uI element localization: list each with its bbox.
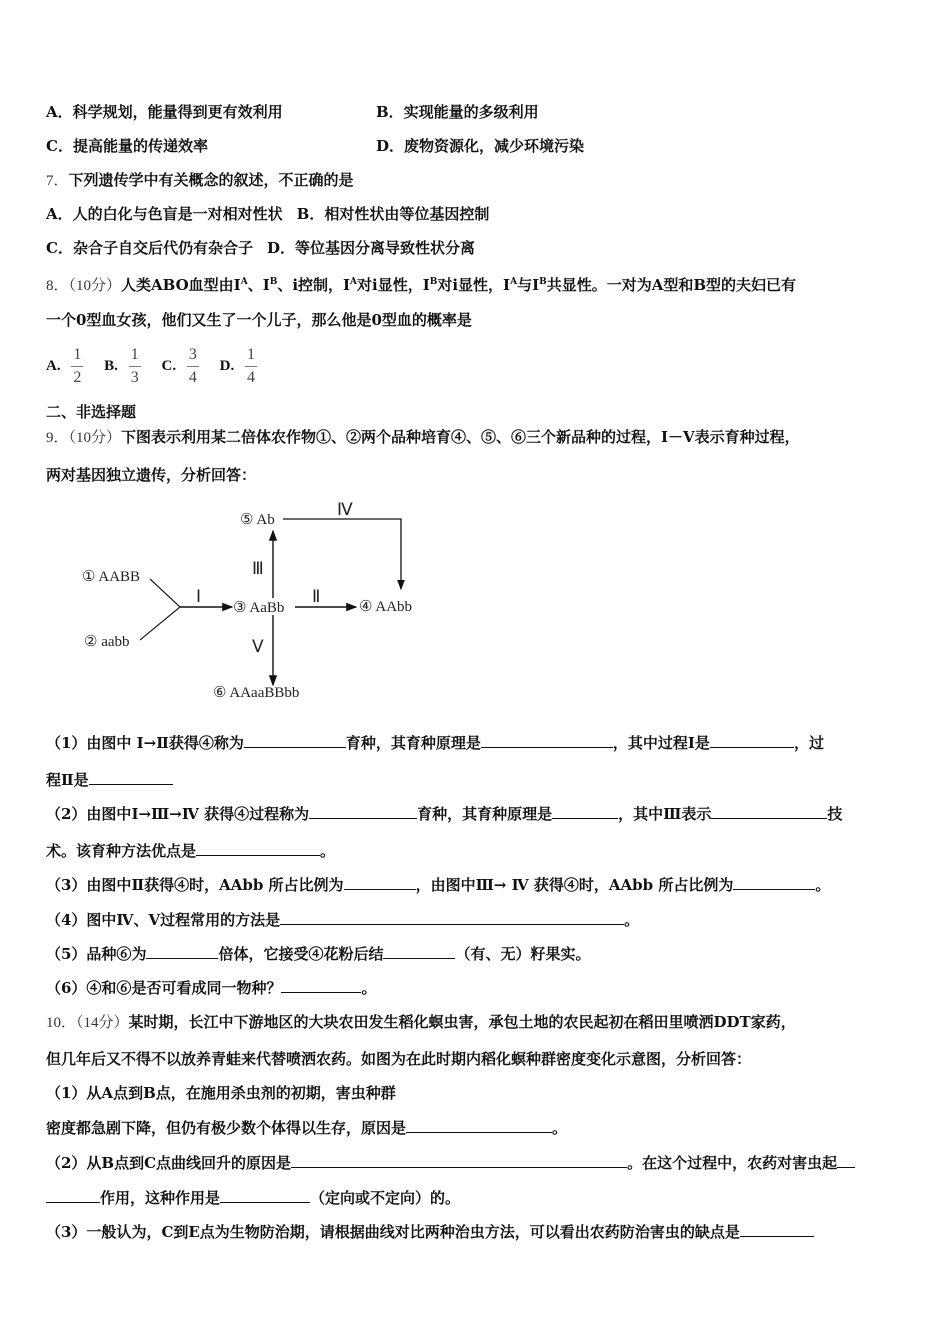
q8-option-a-label: A. (46, 358, 61, 374)
answer-blank[interactable] (383, 943, 455, 959)
q9-stem-line1 (46, 427, 800, 448)
q7-stem (46, 170, 354, 191)
q6-option-c: C．提高能量的传递效率 (46, 137, 208, 155)
answer-blank[interactable] (196, 840, 320, 856)
q10-sub1-line2: 密度都急剧下降，但仍有极少数个体得以生存，原因是 。 (46, 1119, 568, 1137)
answer-blank[interactable] (291, 1152, 627, 1168)
q9-sub6: （6）④和⑥是否可看成同一物种？ 。 (46, 979, 377, 997)
q9-sub2-line1: （2）由图中Ⅰ→Ⅲ→Ⅳ 获得④过程称为 育种，其育种原理是 ，其中Ⅲ表示 技 (46, 805, 843, 823)
answer-blank[interactable] (406, 1117, 552, 1133)
q8-option-b-fraction: $\frac{1}{3}$ (130, 345, 139, 386)
q10-number: 10．（14分） (46, 1015, 129, 1031)
q8-option-b-label: B. (104, 358, 118, 374)
q8-stem-line2: 一个0型血女孩，他们又生了一个儿子，那么他是0型血的概率是 (46, 311, 472, 329)
answer-blank[interactable] (344, 874, 416, 890)
answer-blank[interactable] (710, 732, 794, 748)
q7-option-b: B．相对性状由等位基因控制 (296, 205, 490, 223)
q9-stem-line2: 两对基因独立遗传，分析回答： (46, 466, 257, 484)
q10-stem-line1 (46, 1012, 796, 1033)
q8-stem-text: 人类ABO血型由$I^A$、$I^B$、i控制，$I^A$对i显性，$I^B$对i显性，$I^A$与$I^B$共显性。一对为A型和B型的夫妇已有 (121, 276, 797, 294)
answer-blank[interactable] (244, 732, 346, 748)
q8-option-c-fraction: $\frac{3}{4}$ (188, 345, 197, 386)
q8-option-d-fraction: $\frac{1}{4}$ (247, 345, 256, 386)
breeding-diagram (70, 495, 450, 715)
q8-option-c-label: C. (161, 358, 177, 374)
q10-stem-line2: 但几年后又不得不以放养青蛙来代替喷洒农药。如图为在此时期内稻化螟种群密度变化示意图，分析回答： (46, 1050, 752, 1068)
q7-options-cd (46, 238, 475, 258)
node-5-ab: ⑤ Ab (240, 512, 275, 528)
q7-option-d: D．等位基因分离导致性状分离 (266, 239, 475, 257)
answer-blank[interactable] (837, 1152, 855, 1168)
answer-blank[interactable] (46, 1187, 100, 1203)
answer-blank[interactable] (220, 1187, 310, 1203)
answer-blank[interactable] (711, 803, 827, 819)
process-4-label: Ⅳ (337, 500, 353, 519)
answer-blank[interactable] (281, 977, 361, 993)
q10-sub3: （3）一般认为，C到E点为生物防治期，请根据曲线对比两种治虫方法，可以看出农药防治害虫的缺点是 (46, 1221, 814, 1242)
q7-number: 7． (46, 173, 69, 189)
answer-blank[interactable] (309, 803, 417, 819)
node-6-tetraploid: ⑥ AAaaBBbb (213, 685, 300, 701)
q10-sub2-line1: （2）从B点到C点曲线回升的原因是 。在这个过程中，农药对害虫起 (46, 1152, 855, 1173)
q10-sub1-line1: （1）从A点到B点，在施用杀虫剂的初期，害虫种群 (46, 1084, 396, 1102)
q10-stem-text: 某时期，长江中下游地区的大块农田发生稻化螟虫害，承包土地的农民起初在稻田里喷洒DDT家药， (128, 1013, 796, 1031)
answer-blank[interactable] (280, 909, 624, 925)
node-3-aabb-hybrid: ③ AaBb (233, 600, 285, 616)
q6-option-b: B．实现能量的多级利用 (376, 103, 539, 121)
answer-blank[interactable] (552, 803, 618, 819)
q8-stem-line1 (46, 272, 796, 296)
process-3-label: Ⅲ (252, 559, 264, 578)
process-1-label: Ⅰ (196, 587, 202, 606)
answer-blank[interactable] (733, 874, 815, 890)
q7-option-c: C．杂合子自交后代仍有杂合子 (46, 239, 253, 257)
node-2-aabb-recessive: ② aabb (84, 634, 130, 650)
answer-blank[interactable] (146, 943, 218, 959)
q6-option-a: A．科学规划，能量得到更有效利用 (46, 103, 283, 121)
answer-blank[interactable] (89, 769, 173, 785)
node-4-aabb-target: ④ AAbb (359, 599, 413, 615)
q8-option-a-fraction: $\frac{1}{2}$ (73, 345, 82, 386)
section-title: 二、非选择题 (46, 403, 137, 421)
q9-sub4: （4）图中Ⅳ、Ⅴ过程常用的方法是 。 (46, 911, 640, 929)
q9-sub1-line1: （1）由图中 Ⅰ→Ⅱ获得④称为 育种，其育种原理是 ，其中过程Ⅰ是 ，过 (46, 734, 824, 752)
answer-blank[interactable] (481, 732, 613, 748)
q7-stem-text: 下列遗传学中有关概念的叙述，不正确的是 (68, 171, 354, 189)
q9-sub5: （5）品种⑥为 倍体，它接受④花粉后结 （有、无）籽果实。 (46, 945, 591, 963)
q10-sub2-line2: 作用，这种作用是 （定向或不定向）的。 (46, 1187, 460, 1208)
q6-option-d: D．废物资源化，减少环境污染 (376, 137, 585, 155)
q7-options-ab (46, 204, 489, 224)
q8-option-d-label: D. (219, 358, 235, 374)
process-2-label: Ⅱ (312, 587, 321, 606)
q9-stem-text: 下图表示利用某二倍体农作物①、②两个品种培育④、⑤、⑥三个新品种的过程，Ⅰ－Ⅴ表示育种过程， (121, 428, 800, 446)
q9-sub1-line2: 程Ⅱ是 (46, 769, 173, 790)
q7-option-a: A．人的白化与色盲是一对相对性状 (46, 205, 283, 223)
process-5-label: Ⅴ (252, 637, 264, 656)
q9-number: 9．（10分） (46, 430, 122, 446)
q8-options (46, 343, 263, 387)
q8-number: 8．（10分） (46, 278, 122, 294)
answer-blank[interactable] (740, 1221, 814, 1237)
node-1-aabb: ① AABB (82, 569, 141, 585)
q9-sub2-line2: 术。该育种方法优点是 。 (46, 842, 336, 860)
q9-sub3: （3）由图中Ⅱ获得④时，AAbb 所占比例为 ，由图中Ⅲ→ Ⅳ 获得④时，AAbb 所占比例为 。 (46, 876, 831, 894)
